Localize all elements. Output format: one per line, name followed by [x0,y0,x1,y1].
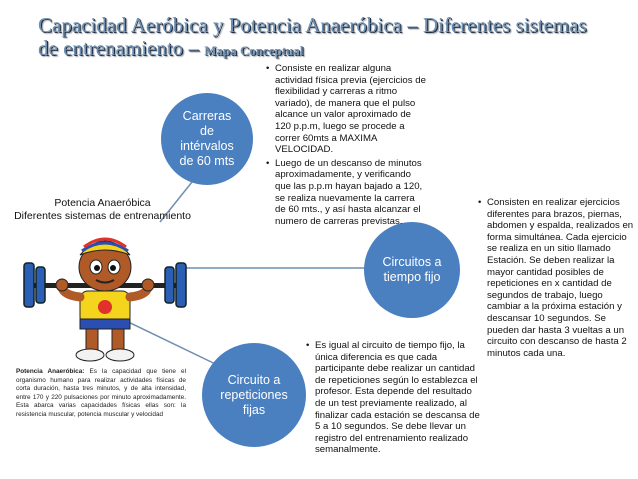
center-topic-line-2: Diferentes sistemas de entrenamiento [14,210,191,222]
caption-term: Potencia Anaeróbica: [16,368,85,375]
title-line-1: Capacidad Aeróbica y Potencia Anaeróbica – Diferentes sistemas [38,13,587,37]
bullet-repeticiones-1: • Es igual al circuito de tiempo fijo, la única diferencia es que cada participante debe realizar un cantidad de repeticiones según lo establezca el profesor. Esta depende del resultado de un test previamente realizado, al finalizar cada estación se descansa de 5 a 10 segundos. Se debe llevar un registro del entrenamiento realizado semanalmente. [306,340,482,456]
caption-potencia-anaerobica [16,368,186,420]
caption-text: Es la capacidad que tiene el organismo humano para realizar actividades físicas de corta duración, hasta tres minutos, y de alta intensidad, entre 170 y 220 pulsaciones por minuto aproximadamente. Esta abarca varias capacidades físicas ellas son: la resistencia muscular, potencia muscular y velocidad [16,368,186,418]
bullet-carreras-1: • Consiste en realizar alguna actividad física previa (ejercicios de flexibilidad y carreras a ritmo variado), de manera que el pulso alcance un valor aproximado de 120 p.p.m, luego se procede a correr 60mts a MAXIMA VELOCIDAD. [266,63,428,156]
node-repeticiones[interactable] [202,343,306,447]
node-repeticiones-line-2: repeticiones [220,387,288,402]
node-carreras-line-1: Carreras [182,109,232,123]
center-topic [0,197,205,223]
bullets-circuitos [478,197,638,361]
title-subtitle: Mapa Conceptual [204,43,304,58]
bullet-carreras-2: • Luego de un descanso de minutos aproximadamente, y verificando que las p.p.m hayan bajado a 120, se realiza nuevamente la carrera de 60 mts., y así hasta alcanzar el numero de carreras previstas. [266,158,428,228]
bullets-carreras [266,63,428,229]
node-carreras-line-2: de [200,124,214,138]
bullets-repeticiones [306,340,482,458]
node-circuitos-line-2: tiempo fijo [383,270,441,284]
node-repeticiones-line-1: Circuito a [227,372,281,387]
node-carreras-line-3: intérvalos [180,139,234,153]
node-repeticiones-line-3: fijas [242,402,266,417]
center-topic-line-1: Potencia Anaeróbica [54,197,151,209]
node-carreras[interactable] [161,93,253,185]
node-circuitos[interactable] [364,222,460,318]
bullet-circuitos-1: • Consisten en realizar ejercicios diferentes para brazos, piernas, abdomen y espalda, realizados en forma simultánea. Cada ejercicio se realiza en un sitio llamado Estación. Se deben realizar la mayor cantidad posibles de repeticiones en x cantidad de segundos de trabajo, luego cambiar a la próxima estación y descansar 10 segundos. Se pueden dar hasta 3 vueltas a un circuito con descanso de hasta 2 minutos cada una. [478,197,638,359]
node-circuitos-line-1: Circuitos a [382,255,442,269]
title-line-2: de entrenamiento – [38,36,205,60]
node-carreras-line-4: de 60 mts [179,154,235,168]
weightlifter-mascot-icon [20,225,190,365]
